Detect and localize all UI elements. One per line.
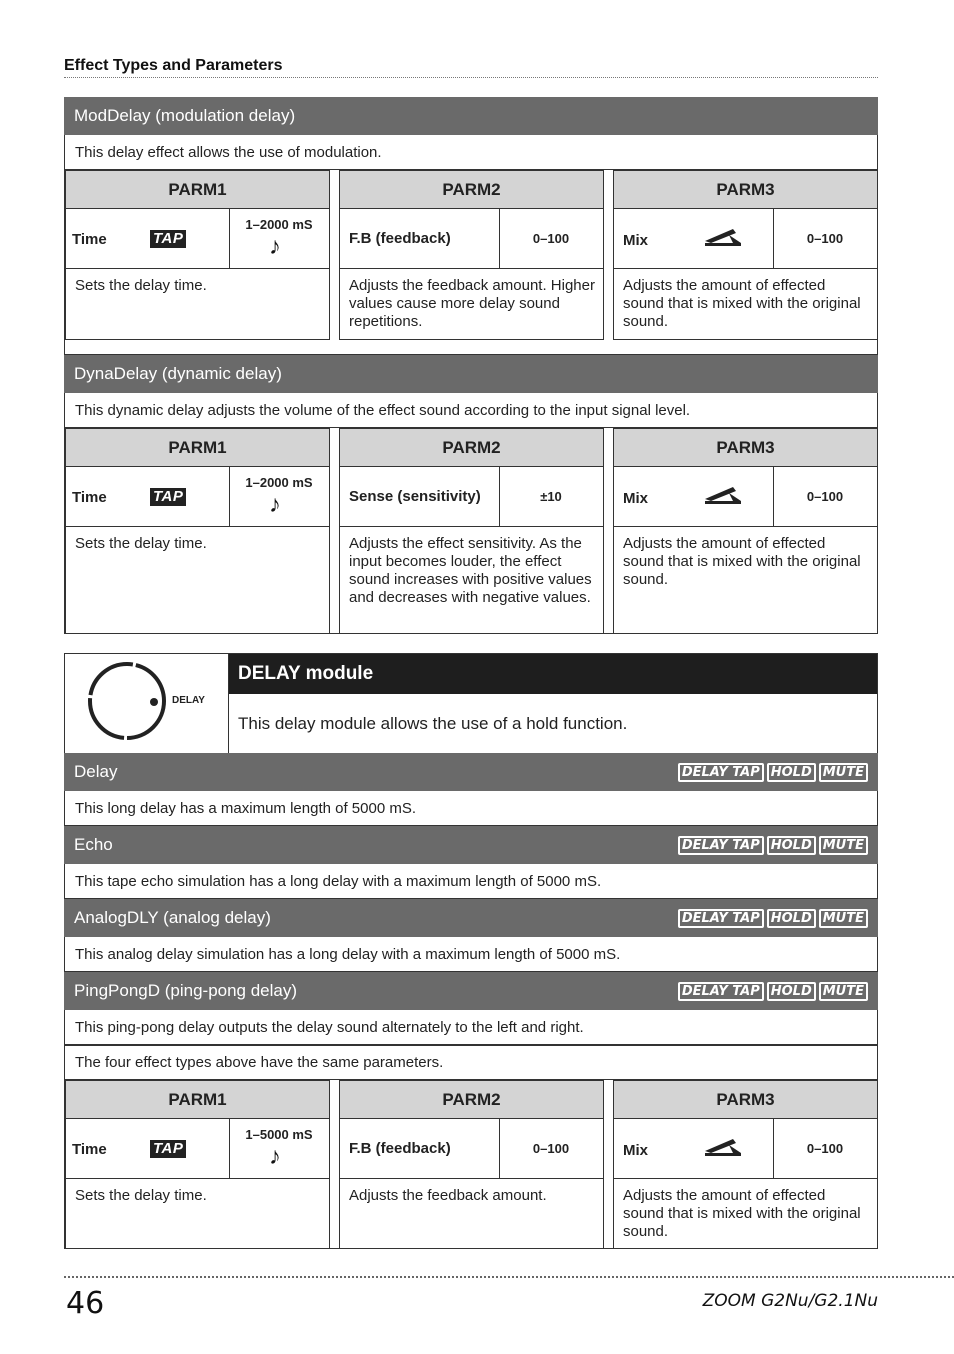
- delay-tap-badge: DELAY TAP: [678, 836, 764, 855]
- moddelay-parm1: [65, 170, 330, 340]
- parm-head: PARM1: [66, 171, 329, 209]
- parm-head: PARM2: [340, 1081, 603, 1119]
- effect-bar-delay: [64, 753, 878, 791]
- dynadelay-parm2: [339, 428, 604, 634]
- shared-params-note: The four effect types above have the same parameters.: [64, 1045, 878, 1080]
- note-icon: ♪: [269, 491, 281, 518]
- model-name: ZOOM G2Nu/G2.1Nu: [702, 1291, 878, 1311]
- effect-title: AnalogDLY (analog delay): [74, 908, 271, 927]
- effect-title: PingPongD (ping-pong delay): [74, 981, 298, 1000]
- parm-head: PARM2: [340, 171, 603, 209]
- parm-name: Sense (sensitivity): [349, 488, 481, 505]
- footer-divider: [64, 1276, 954, 1278]
- knob-icon: [85, 659, 169, 743]
- parm-name: Time: [72, 231, 107, 248]
- function-badges: [678, 753, 868, 791]
- note-icon: ♪: [269, 233, 281, 260]
- mute-badge: MUTE: [819, 909, 868, 928]
- parm-head: PARM3: [614, 1081, 877, 1119]
- parm-range: 1–2000 mS: [245, 217, 313, 232]
- parm-name: Time: [72, 1141, 107, 1158]
- function-badges: [678, 826, 868, 864]
- mute-badge: MUTE: [819, 763, 868, 782]
- tap-icon: TAP: [150, 230, 186, 248]
- effect-desc: This tape echo simulation has a long delay with a maximum length of 5000 mS.: [64, 864, 878, 899]
- delay-tap-badge: DELAY TAP: [678, 909, 764, 928]
- shared-parm1: [65, 1080, 330, 1249]
- parm-desc: Adjusts the amount of effected sound that is mixed with the original sound.: [623, 277, 861, 330]
- effect-bar-echo: [64, 826, 878, 864]
- tap-icon: TAP: [150, 1140, 186, 1158]
- effect-bar-pingpongd: [64, 972, 878, 1010]
- expression-pedal-icon: [703, 1135, 743, 1157]
- moddelay-desc: This delay effect allows the use of modulation.: [64, 135, 878, 170]
- parm-head: PARM1: [66, 1081, 329, 1119]
- hold-badge: HOLD: [767, 763, 816, 782]
- effect-title: Echo: [74, 835, 113, 854]
- mute-badge: MUTE: [819, 836, 868, 855]
- parm-name: Mix: [623, 232, 649, 249]
- dynadelay-title: DynaDelay (dynamic delay): [64, 355, 878, 393]
- parm-desc: Adjusts the feedback amount. Higher values cause more delay sound repetitions.: [349, 277, 595, 330]
- parm-desc: Sets the delay time.: [75, 277, 207, 294]
- parm-range: ±10: [540, 489, 562, 504]
- hold-badge: HOLD: [767, 982, 816, 1001]
- tap-icon: TAP: [150, 488, 186, 506]
- parm-head: PARM3: [614, 171, 877, 209]
- delay-tap-badge: DELAY TAP: [678, 763, 764, 782]
- module-title: DELAY module: [229, 654, 877, 694]
- effect-desc: This long delay has a maximum length of 5000 mS.: [64, 791, 878, 826]
- moddelay-title: ModDelay (modulation delay): [64, 97, 878, 135]
- page-number: 46: [66, 1286, 105, 1321]
- moddelay-parm3: [613, 170, 878, 340]
- parm-desc: Sets the delay time.: [75, 1187, 207, 1204]
- dynadelay-parm1: [65, 428, 330, 634]
- parm-head: PARM1: [66, 429, 329, 467]
- effect-desc: This analog delay simulation has a long delay with a maximum length of 5000 mS.: [64, 937, 878, 972]
- parm-range: 1–2000 mS: [245, 475, 313, 490]
- parm-head: PARM2: [340, 429, 603, 467]
- module-desc: This delay module allows the use of a hold function.: [238, 713, 628, 733]
- parm-range: 0–100: [532, 1141, 570, 1156]
- parm-name: F.B (feedback): [349, 1140, 451, 1157]
- effect-desc: This ping-pong delay outputs the delay sound alternately to the left and right.: [64, 1010, 878, 1045]
- shared-parm3: [613, 1080, 878, 1249]
- parm-desc: Adjusts the amount of effected sound that is mixed with the original sound.: [623, 535, 861, 588]
- parm-name: Mix: [623, 490, 649, 507]
- note-icon: ♪: [269, 1143, 281, 1170]
- hold-badge: HOLD: [767, 909, 816, 928]
- expression-pedal-icon: [703, 225, 743, 247]
- parm-head: PARM3: [614, 429, 877, 467]
- parm-desc: Sets the delay time.: [75, 535, 207, 552]
- section-title: Effect Types and Parameters: [64, 57, 283, 74]
- parm-range: 0–100: [806, 489, 844, 504]
- parm-desc: Adjusts the feedback amount.: [349, 1187, 547, 1204]
- moddelay-parm2: [339, 170, 604, 340]
- parm-range: 1–5000 mS: [245, 1127, 313, 1142]
- header-divider: [64, 77, 878, 78]
- mute-badge: MUTE: [819, 982, 868, 1001]
- knob-label: DELAY: [172, 695, 205, 706]
- dynadelay-parm3: [613, 428, 878, 634]
- delay-tap-badge: DELAY TAP: [678, 982, 764, 1001]
- module-knob-panel: [65, 654, 229, 753]
- effect-bar-analogdly: [64, 899, 878, 937]
- parm-range: 0–100: [806, 1141, 844, 1156]
- effect-title: Delay: [74, 762, 118, 781]
- shared-parm2: [339, 1080, 604, 1249]
- hold-badge: HOLD: [767, 836, 816, 855]
- parm-name: Mix: [623, 1142, 649, 1159]
- parm-name: Time: [72, 489, 107, 506]
- parm-desc: Adjusts the amount of effected sound that is mixed with the original sound.: [623, 1187, 861, 1240]
- parm-name: F.B (feedback): [349, 230, 451, 247]
- dynadelay-desc: This dynamic delay adjusts the volume of the effect sound according to the input signal level.: [64, 393, 878, 428]
- function-badges: [678, 972, 868, 1010]
- expression-pedal-icon: [703, 483, 743, 505]
- parm-range: 0–100: [532, 231, 570, 246]
- parm-range: 0–100: [806, 231, 844, 246]
- parm-desc: Adjusts the effect sensitivity. As the input becomes louder, the effect sound increases with positive values and decreases with negative values.: [349, 535, 592, 606]
- function-badges: [678, 899, 868, 937]
